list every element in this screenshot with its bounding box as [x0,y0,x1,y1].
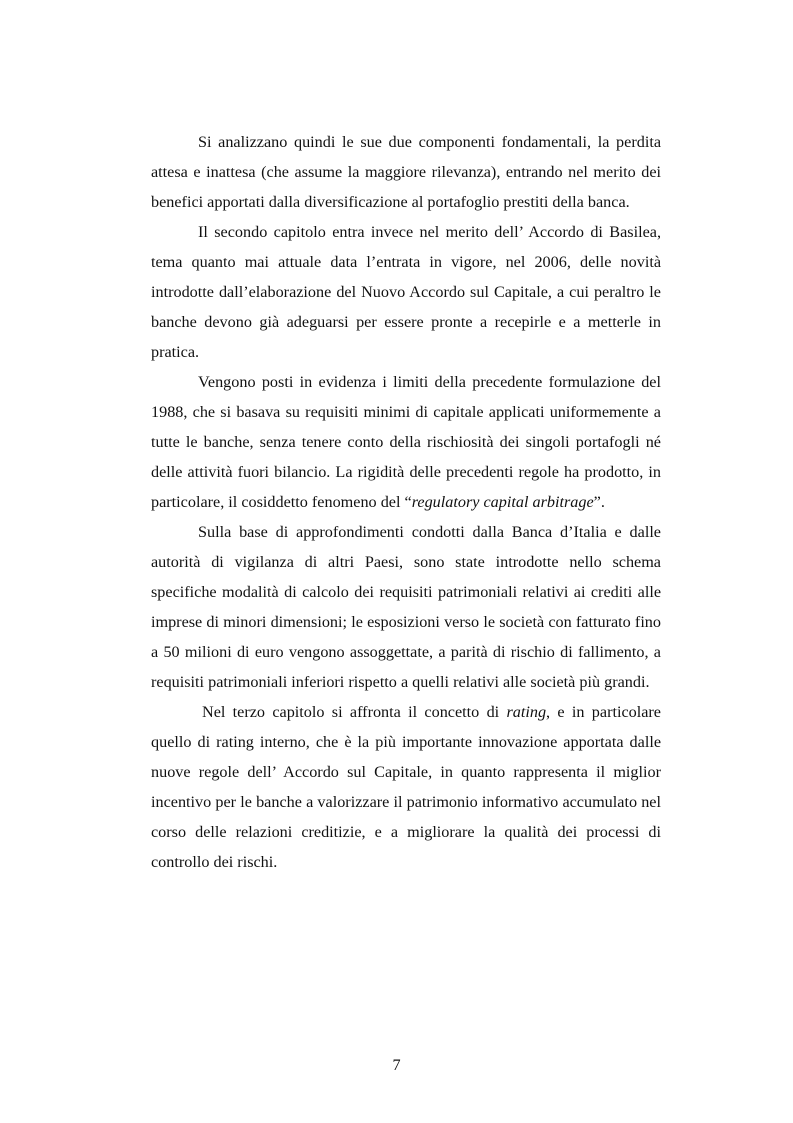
paragraph-1988-limits-closing: ”. [593,493,605,511]
paragraph-rating-intro: Nel terzo capitolo si affronta il concetto di [202,703,507,721]
regulatory-capital-arbitrage-term: regulatory capital arbitrage [411,493,594,511]
paragraph-intro-components: Si analizzano quindi le sue due componenti fondamentali, la perdita attesa e inattesa (che assume la maggiore rilevanza), entrando nel merito dei benefici apportati dalla diversificazione al portafoglio prestiti della banca. [151,133,661,211]
page-number: 7 [392,1056,401,1074]
paragraph-rating [151,697,661,877]
body-text [151,127,661,877]
paragraph-rating-text: , e in particolare quello di rating interno, che è la più importante innovazione apportata dalle nuove regole dell’ Accordo sul Capitale, in quanto rappresenta il miglior incentivo per le banche a valorizzare il patrimonio informativo accumulato nel corso delle relazioni creditizie, e a migliorare la qualità dei processi di controllo dei rischi. [151,703,661,871]
rating-term: rating [506,703,547,721]
paragraph-bank-of-italy: Sulla base di approfondimenti condotti dalla Banca d’Italia e dalle autorità di vigilanza di altri Paesi, sono state introdotte nello schema specifiche modalità di calcolo dei requisiti patrimoniali relativi ai crediti alle imprese di minori dimensioni; le esposizioni verso le società con fatturato fino a 50 milioni di euro vengono assoggettate, a parità di rischio di fallimento, a requisiti patrimoniali inferiori rispetto a quelli relativi alle società più grandi. [151,523,661,691]
paragraph-1988-limits [151,367,661,517]
paragraph-basel-accord: Il secondo capitolo entra invece nel merito dell’ Accordo di Basilea, tema quanto mai attuale data l’entrata in vigore, nel 2006, delle novità introdotte dall’elaborazione del Nuovo Accordo sul Capitale, a cui peraltro le banche devono già adeguarsi per essere pronte a recepirle e a metterle in pratica. [151,223,661,361]
paragraph-1988-limits-text: Vengono posti in evidenza i limiti della precedente formulazione del 1988, che si basava su requisiti minimi di capitale applicati uniformemente a tutte le banche, senza tenere conto della rischiosità dei singoli portafogli né delle attività fuori bilancio. La rigidità delle precedenti regole ha prodotto, in particolare, il cosiddetto fenomeno del “ [151,373,661,511]
